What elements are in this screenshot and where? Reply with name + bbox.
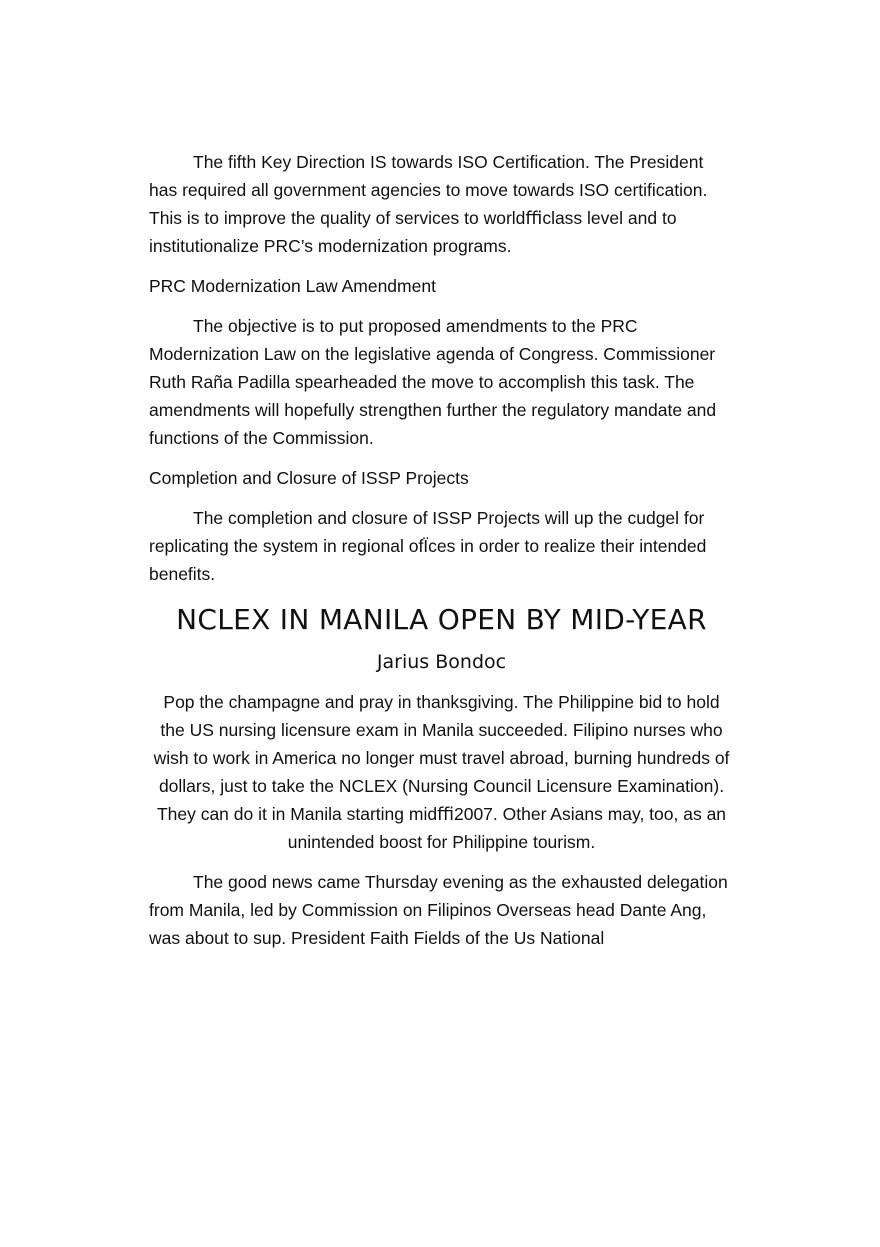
article-title: NCLEX IN MANILA OPEN BY MID-YEAR: [176, 603, 707, 636]
prc-law-paragraph: The objective is to put proposed amendments to the PRC Modernization Law on the legislative agenda of Congress. Commissioner Ruth Raña Padilla spearheaded the move to accomplish this task. The amendments will hopefully strengthen further the regulatory mandate and functions of the Commission.: [149, 316, 717, 448]
document-body: [149, 148, 734, 952]
prc-law-heading: PRC Modernization Law Amendment: [149, 276, 436, 296]
iso-paragraph: The fifth Key Direction IS towards ISO Certification. The President has required all government agencies to move towards ISO certification. This is to improve the quality of services to worldﬃclass level and to institutionalize PRC’s modernization programs.: [149, 152, 708, 256]
article-lead-paragraph: Pop the champagne and pray in thanksgiving. The Philippine bid to hold the US nursing licensure exam in Manila succeeded. Filipino nurses who wish to work in America no longer must travel abroad, burning hundreds of dollars, just to take the NCLEX (Nursing Council Licensure Examination). They can do it in Manila starting midﬃ2007. Other Asians may, too, as an unintended boost for Philippine tourism.: [153, 692, 730, 852]
issp-paragraph: The completion and closure of ISSP Projects will up the cudgel for replicating the system in regional ofÏces in order to realize their intended benefits.: [149, 508, 707, 584]
issp-heading: Completion and Closure of ISSP Projects: [149, 468, 469, 488]
article-body-paragraph: The good news came Thursday evening as the exhausted delegation from Manila, led by Commission on Filipinos Overseas head Dante Ang, was about to sup. President Faith Fields of the Us National: [149, 872, 728, 948]
article-author: Jarius Bondoc: [376, 651, 507, 673]
